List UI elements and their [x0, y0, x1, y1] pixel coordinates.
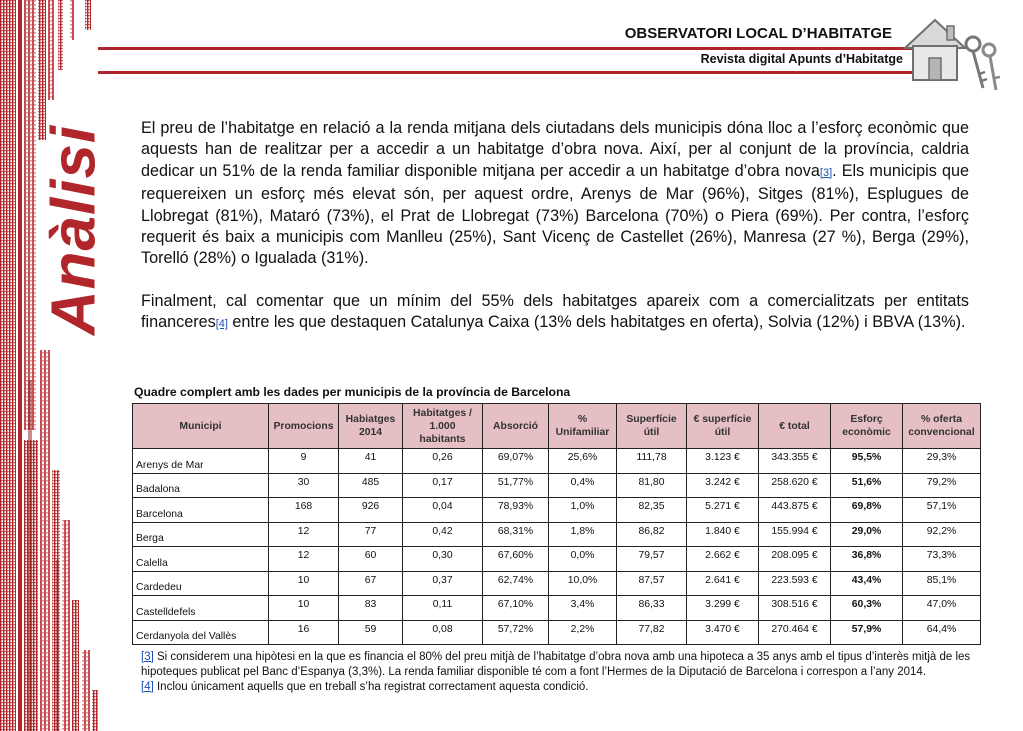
- table-cell: 73,3%: [903, 547, 981, 572]
- footnote-3: [141, 650, 971, 680]
- table-cell: 77: [339, 522, 403, 547]
- table-cell: 86,82: [617, 522, 687, 547]
- column-header: € total: [759, 404, 831, 449]
- table-cell: 12: [269, 522, 339, 547]
- table-row: [133, 596, 981, 621]
- table-cell: 51,77%: [483, 473, 549, 498]
- table-cell: 0,42: [403, 522, 483, 547]
- table-cell: 77,82: [617, 620, 687, 645]
- column-header: Esforç econòmic: [831, 404, 903, 449]
- municipality-cell: Arenys de Mar: [133, 449, 269, 474]
- column-header: Absorció: [483, 404, 549, 449]
- table-cell: 57,9%: [831, 620, 903, 645]
- table-cell: 3.123 €: [687, 449, 759, 474]
- column-header: % Unifamiliar: [549, 404, 617, 449]
- paragraph-2: [141, 291, 969, 336]
- table-cell: 258.620 €: [759, 473, 831, 498]
- table-cell: 12: [269, 547, 339, 572]
- column-header: Habiatges 2014: [339, 404, 403, 449]
- table-cell: 79,57: [617, 547, 687, 572]
- table-cell: 67,10%: [483, 596, 549, 621]
- footnote-3-ref[interactable]: [3]: [141, 651, 154, 663]
- table-cell: 36,8%: [831, 547, 903, 572]
- table-cell: 51,6%: [831, 473, 903, 498]
- table-cell: 85,1%: [903, 571, 981, 596]
- footnote-4-text: Inclou únicament aquells que en treball s’ha registrat correctament aquesta condició.: [153, 681, 589, 693]
- table-cell: 67: [339, 571, 403, 596]
- table-row: [133, 449, 981, 474]
- table-row: [133, 620, 981, 645]
- header-divider: [98, 47, 946, 50]
- table-cell: 69,8%: [831, 498, 903, 523]
- table-cell: 223.593 €: [759, 571, 831, 596]
- header-title: OBSERVATORI LOCAL D’HABITATGE: [624, 25, 892, 42]
- municipality-cell: Badalona: [133, 473, 269, 498]
- table-cell: 82,35: [617, 498, 687, 523]
- table-cell: 2.662 €: [687, 547, 759, 572]
- table-cell: 29,0%: [831, 522, 903, 547]
- decorative-strip: [0, 0, 100, 731]
- table-header-row: [133, 404, 981, 449]
- paragraph-1-text-a: El preu de l’habitatge en relació a la renda mitjana dels ciutadans dels municipis dóna lloc a l’esforç econòmic que aquests han de realitzar per a accedir a un habitatge d’obra nova. Així, per al conjunt de la província, caldria dedicar un 51% de la renda familiar disponible mitjana per accedir a un habitatge d’obra nova: [141, 119, 969, 180]
- table-cell: 0,30: [403, 547, 483, 572]
- table-cell: 9: [269, 449, 339, 474]
- paragraph-2-text-b: entre les que destaquen Catalunya Caixa (13% dels habitatges en oferta), Solvia (12%) i BBVA (13%).: [227, 313, 966, 332]
- table-cell: 443.875 €: [759, 498, 831, 523]
- table-cell: 926: [339, 498, 403, 523]
- column-header: Superfície útil: [617, 404, 687, 449]
- table-cell: 0,08: [403, 620, 483, 645]
- table-cell: 68,31%: [483, 522, 549, 547]
- table-cell: 270.464 €: [759, 620, 831, 645]
- footnotes: [141, 650, 971, 695]
- table-row: [133, 522, 981, 547]
- table-cell: 67,60%: [483, 547, 549, 572]
- table-cell: 3.242 €: [687, 473, 759, 498]
- table-cell: 64,4%: [903, 620, 981, 645]
- paragraph-2-text-a: Finalment, cal comentar que un mínim del 55% dels habitatges apareix com a comercialitzats per entitats financeres: [141, 291, 969, 332]
- table-cell: 92,2%: [903, 522, 981, 547]
- table-cell: 0,0%: [549, 547, 617, 572]
- table-cell: 83: [339, 596, 403, 621]
- header-subtitle: Revista digital Apunts d’Habitatge: [700, 52, 903, 66]
- column-header: Municipi: [133, 404, 269, 449]
- table-cell: 60,3%: [831, 596, 903, 621]
- table-cell: 1.840 €: [687, 522, 759, 547]
- table-cell: 29,3%: [903, 449, 981, 474]
- municipality-cell: Calella: [133, 547, 269, 572]
- table-row: [133, 473, 981, 498]
- table-cell: 168: [269, 498, 339, 523]
- table-cell: 10: [269, 571, 339, 596]
- table-cell: 79,2%: [903, 473, 981, 498]
- footnote-link-3[interactable]: [3]: [819, 166, 833, 179]
- table-cell: 78,93%: [483, 498, 549, 523]
- table-cell: 60: [339, 547, 403, 572]
- municipality-cell: Cerdanyola del Vallès: [133, 620, 269, 645]
- table-cell: 62,74%: [483, 571, 549, 596]
- table-cell: 0,04: [403, 498, 483, 523]
- table-cell: 155.994 €: [759, 522, 831, 547]
- table-cell: 485: [339, 473, 403, 498]
- table-cell: 0,4%: [549, 473, 617, 498]
- table-cell: 25,6%: [549, 449, 617, 474]
- table-cell: 81,80: [617, 473, 687, 498]
- table-cell: 47,0%: [903, 596, 981, 621]
- footnote-3-text: Si considerem una hipòtesi en la que es financia el 80% del preu mitjà de l’habitatge d’obra nova amb una hipoteca a 35 anys amb el tipus d’interès mitjà de les hipoteques publicat pel Banc d’Espanya (3,3%). La renda familiar disponible té com a font l’Hermes de la Diputació de Barcelona i correspon a l’any 2014.: [141, 651, 971, 678]
- footnote-4: [141, 680, 971, 695]
- article-body: [141, 118, 969, 336]
- table-cell: 95,5%: [831, 449, 903, 474]
- footnote-4-ref[interactable]: [4]: [141, 681, 154, 693]
- header-divider-2: [98, 71, 946, 74]
- table-cell: 59: [339, 620, 403, 645]
- footnote-link-4[interactable]: [4]: [215, 318, 228, 331]
- table-cell: 16: [269, 620, 339, 645]
- municipality-cell: Berga: [133, 522, 269, 547]
- column-header: Habitatges / 1.000 habitants: [403, 404, 483, 449]
- table-cell: 0,37: [403, 571, 483, 596]
- table-cell: 43,4%: [831, 571, 903, 596]
- municipalities-table: [132, 403, 981, 645]
- table-row: [133, 571, 981, 596]
- table-cell: 1,8%: [549, 522, 617, 547]
- column-header: % oferta convencional: [903, 404, 981, 449]
- municipality-cell: Barcelona: [133, 498, 269, 523]
- paragraph-1: [141, 118, 969, 270]
- table-cell: 5.271 €: [687, 498, 759, 523]
- table-caption: Quadre complert amb les dades per municipis de la província de Barcelona: [134, 385, 571, 399]
- table-cell: 69,07%: [483, 449, 549, 474]
- table-cell: 343.355 €: [759, 449, 831, 474]
- table-cell: 208.095 €: [759, 547, 831, 572]
- table-cell: 57,72%: [483, 620, 549, 645]
- table-cell: 3.299 €: [687, 596, 759, 621]
- table-cell: 3,4%: [549, 596, 617, 621]
- table-row: [133, 498, 981, 523]
- table-cell: 0,11: [403, 596, 483, 621]
- table-cell: 3.470 €: [687, 620, 759, 645]
- table-cell: 2,2%: [549, 620, 617, 645]
- table-cell: 2.641 €: [687, 571, 759, 596]
- table-body: [133, 449, 981, 645]
- table-cell: 87,57: [617, 571, 687, 596]
- table-cell: 0,26: [403, 449, 483, 474]
- table-cell: 10,0%: [549, 571, 617, 596]
- table-cell: 111,78: [617, 449, 687, 474]
- column-header: Promocions: [269, 404, 339, 449]
- table-row: [133, 547, 981, 572]
- house-keys-icon: [895, 8, 1005, 98]
- column-header: € superfície útil: [687, 404, 759, 449]
- table-cell: 10: [269, 596, 339, 621]
- table-cell: 30: [269, 473, 339, 498]
- paragraph-1-text-b: . Els municipis que requereixen un esforç més elevat són, per aquest ordre, Arenys de Mar (96%), Sitges (81%), Esplugues de Llobregat (81%), Mataró (73%), el Prat de Llobregat (73%) Barcelona (70%) o Piera (69%). Per contra, l’esforç requerit és baix a municipis com Manlleu (25%), Sant Vicenç de Castellet (26%), Manresa (27 %), Berga (29%), Torelló (28%) o Igualada (31%).: [141, 161, 969, 268]
- table-cell: 0,17: [403, 473, 483, 498]
- municipality-cell: Castelldefels: [133, 596, 269, 621]
- section-vertical-title: [39, 124, 109, 336]
- section-title-text: Anàlisi: [39, 124, 109, 336]
- table-cell: 86,33: [617, 596, 687, 621]
- municipality-cell: Cardedeu: [133, 571, 269, 596]
- table-cell: 57,1%: [903, 498, 981, 523]
- table-cell: 41: [339, 449, 403, 474]
- table-cell: 1,0%: [549, 498, 617, 523]
- table-cell: 308.516 €: [759, 596, 831, 621]
